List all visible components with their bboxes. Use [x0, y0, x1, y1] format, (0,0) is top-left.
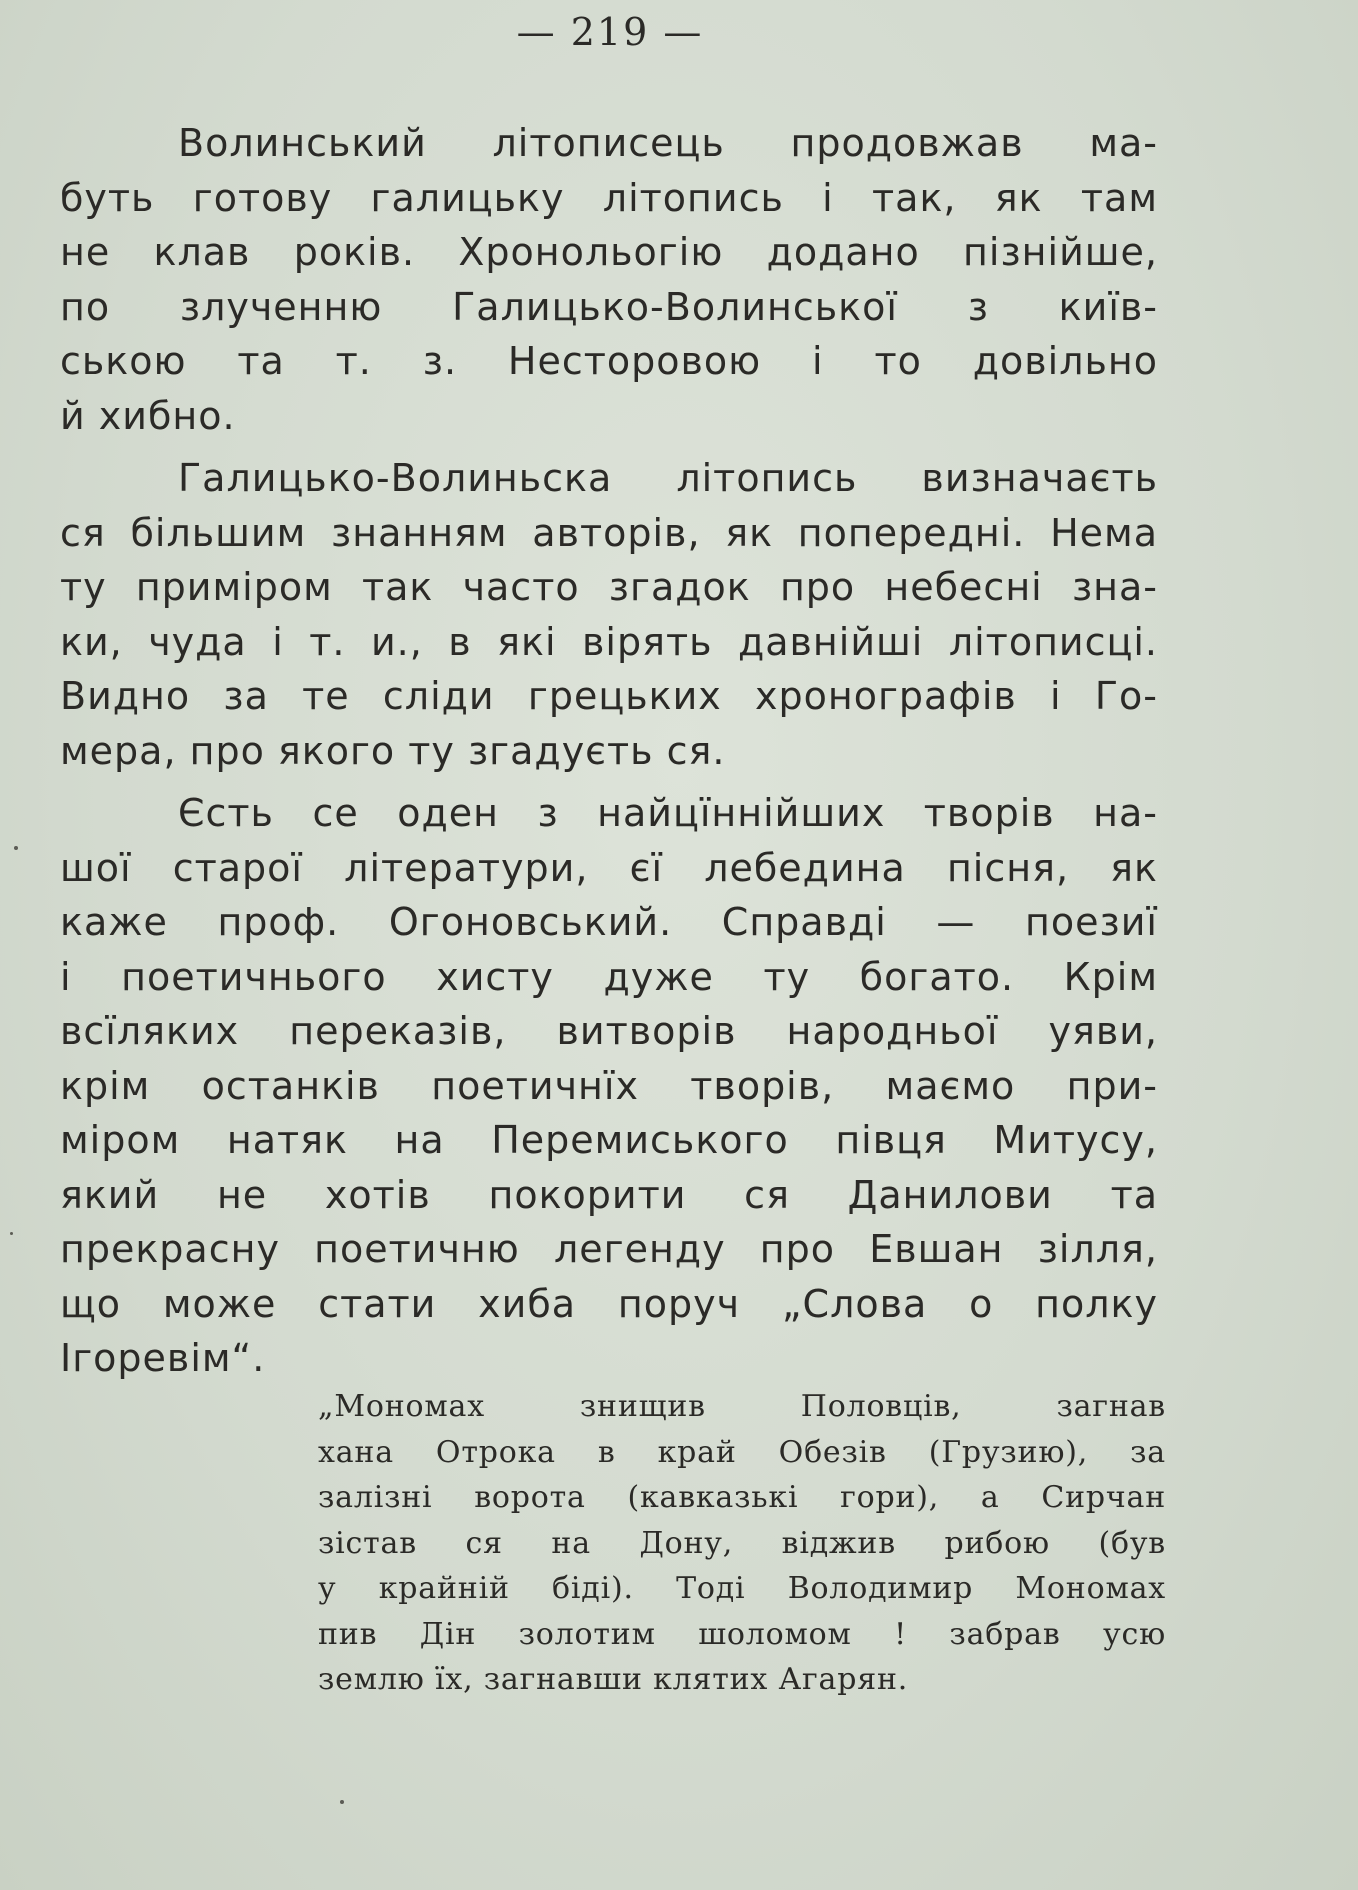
quote-line: хана Отрока в край Обезів (Грузию), за: [318, 1434, 1166, 1470]
text-line: Ігоревім“.: [60, 1336, 266, 1380]
text-line: і поетичнього хисту дуже ту богато. Крім: [60, 954, 1158, 999]
text-line: й хибно.: [60, 393, 236, 438]
text-line: буть готову галицьку літопись і так, як там: [60, 175, 1158, 220]
text-line: ською та т. з. Несторовою і то довільно: [60, 339, 1158, 383]
page-number: — 219 —: [516, 10, 704, 54]
text-line: прекрасну поетичню легенду про Евшан зілля,: [60, 1227, 1158, 1271]
text-line: Видно за те сліди грецьких хронографів і Го-: [60, 674, 1158, 718]
text-line: мера, про якого ту згадуєть ся.: [60, 728, 726, 773]
quote-line: пив Дін золотим шоломом ! забрав усю: [318, 1616, 1166, 1652]
text-line: не клав років. Хронольогію додано пізнійше,: [60, 230, 1158, 274]
body-text: [60, 116, 1158, 1394]
text-line: по злученню Галицько-Волинської з київ-: [60, 284, 1158, 329]
text-line: міром натяк на Перемиського півця Митуcу,: [60, 1118, 1158, 1162]
quote-line: зістав ся на Дону, віджив рибою (був: [318, 1525, 1166, 1561]
text-line: що може стати хиба поруч „Слова о полку: [60, 1281, 1158, 1326]
paper-speck: [340, 1800, 344, 1804]
text-line: Галицько-Волиньска літопись визначаєть: [178, 456, 1158, 500]
text-line: який не хотів покорити ся Данилови та: [60, 1172, 1158, 1217]
block-quote: [318, 1384, 1166, 1703]
text-line: ту приміром так часто згадок про небесні зна-: [60, 565, 1158, 609]
quote-line: у крайній біді). Тоді Володимир Мономах: [318, 1571, 1166, 1606]
paragraph-2: [60, 451, 1158, 778]
text-line: Єсть се оден з найцїннійших творів на-: [178, 791, 1158, 835]
paper-speck: [10, 1232, 13, 1235]
paragraph-1: [60, 116, 1158, 443]
text-line: Волинський літописець продовжав ма-: [178, 121, 1158, 165]
quote-line: „Мономах знищив Половців, загнав: [318, 1389, 1166, 1424]
quote-line: залізні ворота (кавказькі гори), а Сирчан: [318, 1480, 1166, 1515]
text-line: всїляких переказів, витворів народньої уяви,: [60, 1009, 1158, 1053]
text-line: крім останків поетичнїх творів, маємо при-: [60, 1063, 1158, 1108]
text-line: шої старої літератури, єї лебедина пісня, як: [60, 845, 1158, 890]
paragraph-3: [60, 786, 1158, 1386]
paper-speck: [14, 846, 18, 850]
quote-line: землю їх, загнавши клятих Агарян.: [318, 1662, 909, 1697]
text-line: ки, чуда і т. и., в які вірять давнійші літописці.: [60, 619, 1158, 664]
text-line: каже проф. Огоновський. Справді — поезиї: [60, 900, 1158, 944]
text-line: ся більшим знанням авторів, як попередні. Нема: [60, 510, 1158, 555]
